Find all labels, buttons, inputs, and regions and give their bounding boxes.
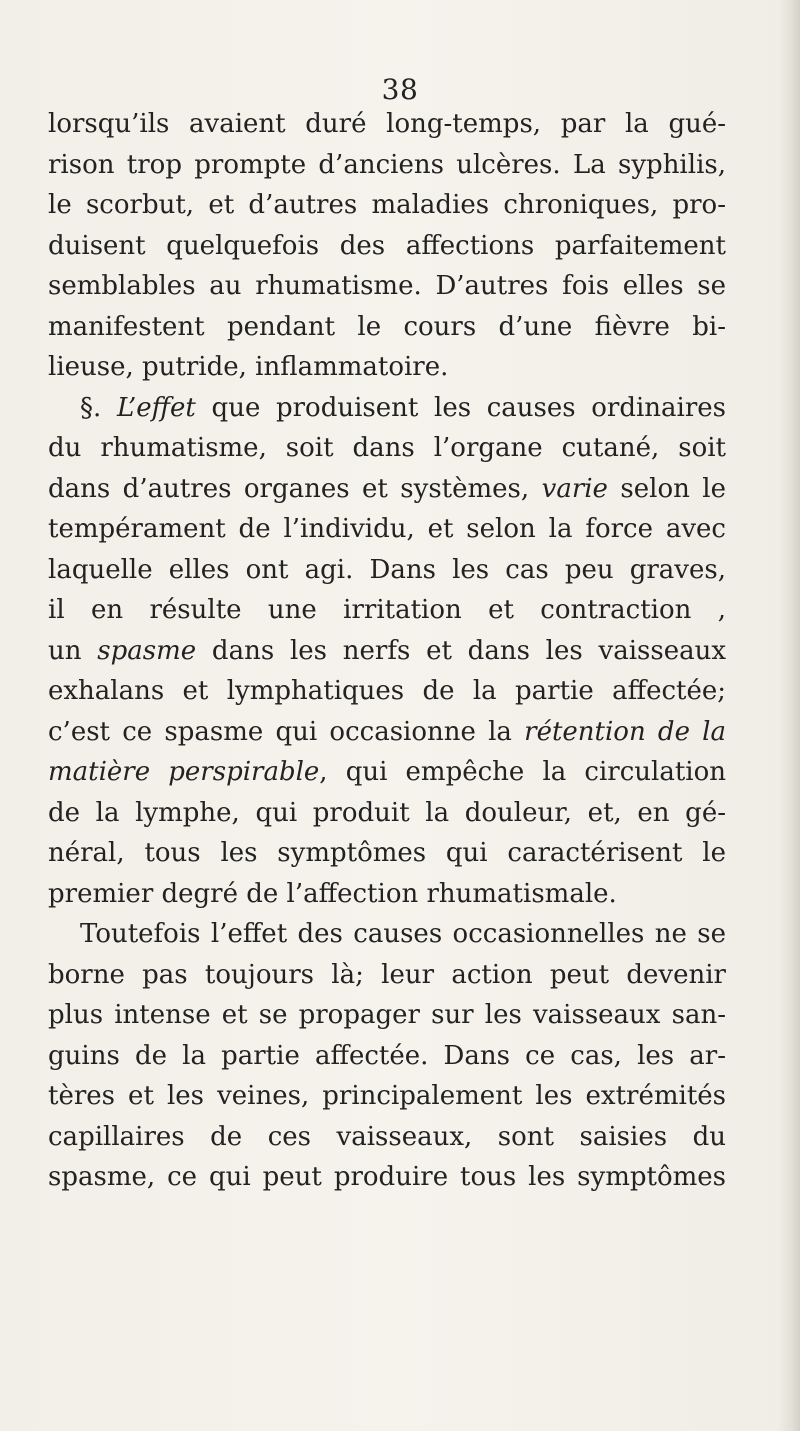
text-line: guins de la partie affectée. Dans ce cas, les ar-	[48, 1040, 726, 1071]
text-line: semblables au rhumatisme. D’autres fois elles se	[48, 271, 726, 301]
text-line: capillaires de ces vaisseaux, sont saisies du	[48, 1121, 726, 1152]
text-line: premier degré de l’affection rhumatismale.	[48, 878, 617, 909]
italic-term: matière perspirable	[48, 757, 320, 787]
text-line: rison trop prompte d’anciens ulcères. La syphilis,	[48, 149, 726, 180]
text-span: un	[48, 635, 98, 666]
text-line	[48, 752, 726, 793]
text-span: §.	[80, 392, 117, 423]
text-span: que produisent les causes ordinaires	[195, 392, 727, 423]
page-edge-shadow	[778, 0, 800, 1431]
text-line: de la lymphe, qui produit la douleur, et, en gé-	[48, 797, 726, 828]
text-line: exhalans et lymphatiques de la partie affectée;	[48, 676, 726, 706]
text-line	[48, 388, 726, 429]
text-span: selon le	[607, 473, 726, 504]
text-span: c’est ce spasme qui occasionne la	[48, 716, 525, 747]
body-text	[48, 104, 726, 1198]
text-line: le scorbut, et d’autres maladies chroniques, pro-	[48, 190, 726, 220]
text-line: laquelle elles ont agi. Dans les cas peu graves,	[48, 554, 726, 585]
italic-term: spasme	[97, 635, 197, 666]
text-line: du rhumatisme, soit dans l’organe cutané, soit	[48, 433, 726, 463]
text-line: tempérament de l’individu, et selon la force avec	[48, 514, 726, 544]
text-line: il en résulte une irritation et contraction ,	[48, 595, 726, 625]
text-line	[48, 469, 726, 510]
text-line	[48, 712, 726, 753]
text-line: manifestent pendant le cours d’une fièvre bi-	[48, 311, 726, 342]
text-line: lieuse, putride, inflammatoire.	[48, 352, 449, 382]
text-line: borne pas toujours là; leur action peut devenir	[48, 959, 726, 990]
text-span: , qui empêche la circulation	[319, 757, 726, 787]
text-span: dans les nerfs et dans les vaisseaux	[196, 635, 726, 666]
page-number: 38	[381, 73, 419, 106]
italic-term: L’effet	[116, 392, 196, 423]
text-line: tères et les veines, principalement les extrémités	[48, 1081, 726, 1111]
text-line: Toutefois l’effet des causes occasionnelles ne se	[80, 919, 726, 949]
italic-term: varie	[541, 473, 608, 504]
text-line: duisent quelquefois des affections parfaitement	[48, 230, 726, 261]
text-line	[48, 631, 726, 672]
text-line: plus intense et se propager sur les vaisseaux san-	[48, 1000, 726, 1030]
text-line: néral, tous les symptômes qui caractérisent le	[48, 838, 726, 868]
italic-term: rétention de la	[524, 716, 726, 747]
text-line: spasme, ce qui peut produire tous les symptômes	[48, 1162, 726, 1192]
text-line: lorsqu’ils avaient duré long-temps, par la gué-	[48, 109, 726, 139]
text-span: dans d’autres organes et systèmes,	[48, 473, 542, 504]
